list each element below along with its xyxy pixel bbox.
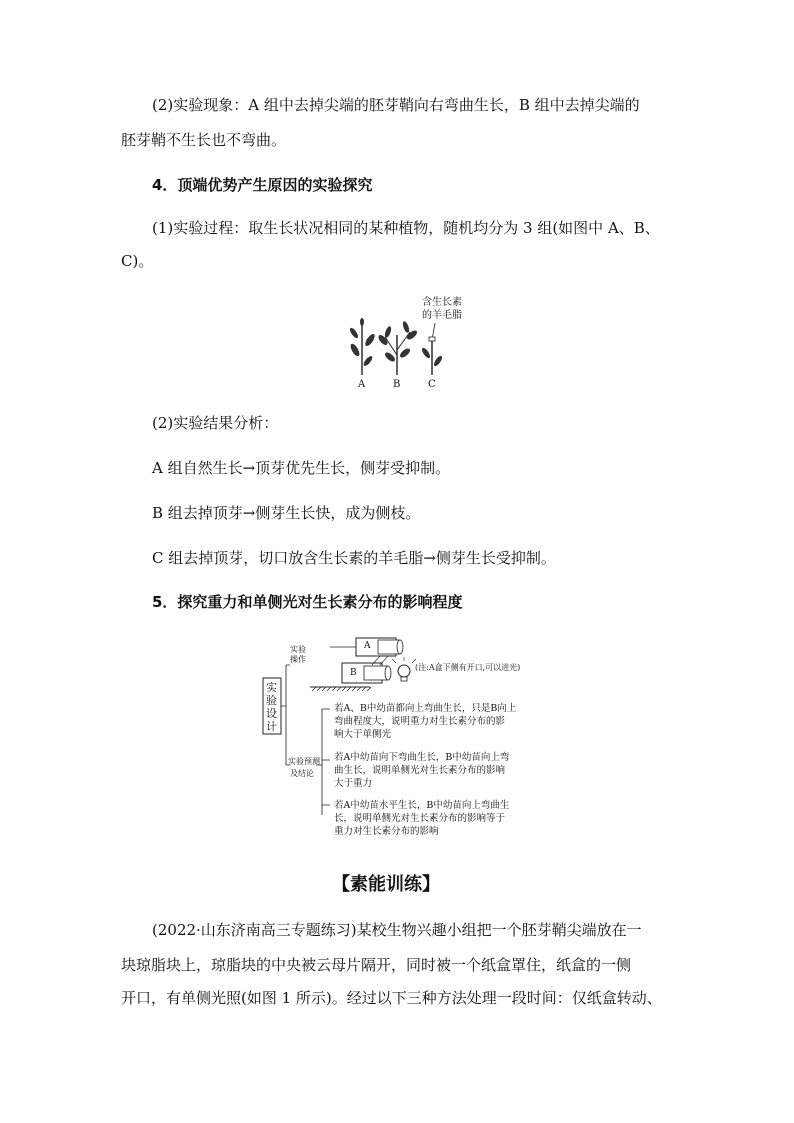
operation-label-1: 实验 — [290, 645, 306, 654]
result-2-line: 若A中幼苗向下弯曲生长，B中幼苗向上弯 — [334, 752, 510, 763]
result-3-line: 长，说明单侧光对生长素分布的影响等于 — [334, 813, 506, 824]
result-1-line: 弯曲程度大，说明重力对生长素分布的影 — [334, 716, 506, 727]
design-note: (注:A盒下侧有开口,可以进光) — [415, 663, 521, 672]
operation-label-2: 操作 — [290, 655, 306, 664]
result-1-line: 响大于单侧光 — [334, 729, 392, 740]
figure-apical-dominance — [340, 295, 480, 395]
prediction-label-1: 实验预测 — [288, 757, 320, 766]
paragraph-group-a: A 组自然生长→顶芽优先生长，侧芽受抑制。 — [152, 459, 451, 477]
paragraph-phenomenon-line2: 胚芽鞘不生长也不弯曲。 — [121, 131, 287, 149]
question-line3: 开口，有单侧光照(如图 1 所示)。经过以下三种方法处理一段时间：仅纸盒转动、 — [121, 989, 662, 1007]
paragraph-phenomenon-line1: (2)实验现象：A 组中去掉尖端的胚芽鞘向右弯曲生长，B 组中去掉尖端的 — [152, 96, 640, 114]
box-a-label: A — [364, 641, 371, 651]
training-heading: 【素能训练】 — [332, 874, 440, 895]
paragraph-group-c: C 组去掉顶芽，切口放含生长素的羊毛脂→侧芽生长受抑制。 — [152, 549, 556, 567]
result-2-line: 大于重力 — [334, 778, 373, 789]
design-label: 实验设计 — [266, 681, 277, 733]
section-4-title: 4．顶端优势产生原因的实验探究 — [152, 176, 373, 194]
paragraph-group-b: B 组去掉顶芽→侧芽生长快，成为侧枝。 — [152, 504, 421, 522]
result-3-line: 若A中幼苗水平生长，B中幼苗向上弯曲生 — [334, 800, 510, 811]
prediction-label-2: 及结论 — [290, 769, 314, 778]
paragraph-process-line1: (1)实验过程：取生长状况相同的某种植物，随机均分为 3 组(如图中 A、B、 — [152, 219, 660, 237]
question-line1: (2022·山东济南高三专题练习)某校生物兴趣小组把一个胚芽鞘尖端放在一 — [152, 921, 642, 939]
box-b-label: B — [350, 668, 357, 678]
figure-label-lanolin-1: 含生长素 — [422, 297, 462, 308]
result-2-line: 曲生长，说明单侧光对生长素分布的影响 — [334, 765, 506, 776]
plant-c-label: C — [428, 379, 436, 390]
plant-b-label: B — [393, 379, 401, 390]
plant-a-label: A — [358, 379, 366, 390]
paragraph-result-title: (2)实验结果分析： — [152, 414, 279, 432]
figure-experiment-design — [260, 635, 580, 845]
result-3-line: 重力对生长素分布的影响 — [334, 826, 439, 837]
question-line2: 块琼脂块上，琼脂块的中央被云母片隔开，同时被一个纸盒罩住，纸盒的一侧 — [121, 956, 632, 974]
figure-label-lanolin-2: 的羊毛脂 — [422, 310, 462, 321]
result-1-line: 若A、B中幼苗都向上弯曲生长，只是B向上 — [334, 703, 517, 714]
paragraph-process-line2: C)。 — [121, 252, 154, 270]
section-5-title: 5．探究重力和单侧光对生长素分布的影响程度 — [152, 593, 463, 611]
